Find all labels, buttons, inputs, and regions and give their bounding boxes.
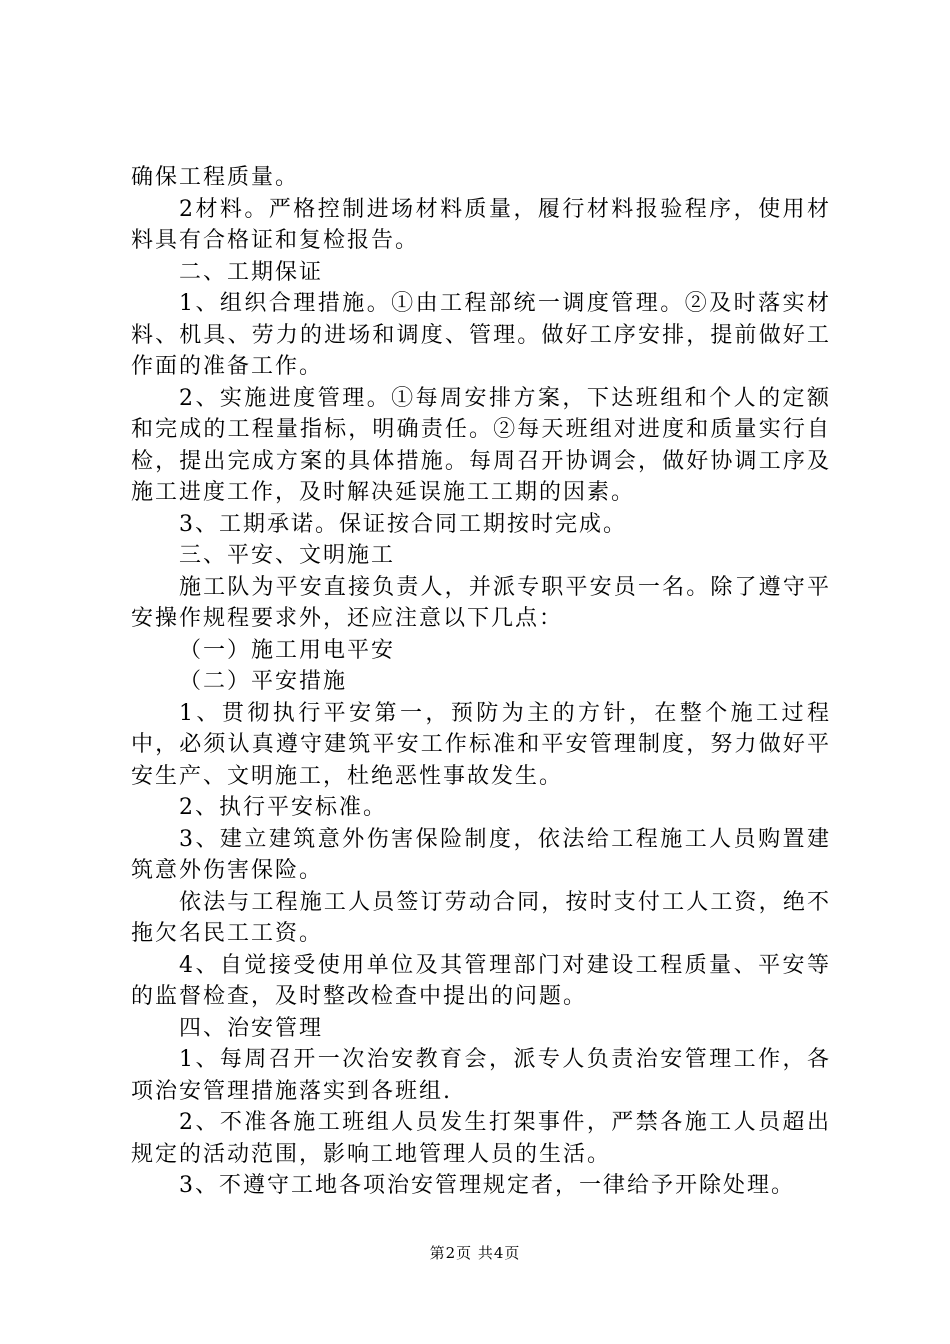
paragraph-schedule-commitment: 3、工期承诺。保证按合同工期按时完成。 bbox=[179, 511, 627, 537]
paragraph-no-fighting: 2、不准各施工班组人员发生打架事件，严禁各施工人员超出规定的活动范围，影响工地管理人员的生活。 bbox=[131, 1110, 831, 1167]
document-body bbox=[131, 162, 831, 1202]
paragraph-safety-standard: 2、执行平安标准。 bbox=[179, 795, 387, 820]
paragraph-continuation: 确保工程质量。 bbox=[131, 165, 300, 190]
section-heading-public-security: 四、治安管理 bbox=[179, 1015, 324, 1041]
page-number-footer: 第2页 共4页 bbox=[429, 1244, 521, 1262]
paragraph-supervision: 4、自觉接受使用单位及其管理部门对建设工程质量、平安等的监督检查，及时整改检查中提出的问题。 bbox=[131, 952, 831, 1009]
paragraph-organization: 1、组织合理措施。①由工程部统一调度管理。②及时落实材料、机具、劳力的进场和调度、管理。做好工序安排，提前做好工作面的准备工作。 bbox=[131, 291, 831, 379]
paragraph-labor-contract: 依法与工程施工人员签订劳动合同，按时支付工人工资，绝不拖欠名民工工资。 bbox=[131, 889, 831, 946]
section-heading-schedule: 二、工期保证 bbox=[179, 259, 324, 285]
paragraph-progress-management: 2、实施进度管理。①每周安排方案，下达班组和个人的定额和完成的工程量指标，明确责任。②每天班组对进度和质量实行自检，提出完成方案的具体措施。每周召开协调会，做好协调工序及施工进度工作，及时解决延误施工工期的因素。 bbox=[131, 385, 831, 505]
paragraph-safety-policy: 1、贯彻执行平安第一，预防为主的方针，在整个施工过程中，必须认真遵守建筑平安工作标准和平安管理制度，努力做好平安生产、文明施工，杜绝恶性事故发生。 bbox=[131, 700, 831, 789]
paragraph-insurance: 3、建立建筑意外伤害保险制度，依法给工程施工人员购置建筑意外伤害保险。 bbox=[131, 826, 831, 883]
paragraph-dismissal: 3、不遵守工地各项治安管理规定者，一律给予开除处理。 bbox=[179, 1173, 795, 1198]
paragraph-safety-intro: 施工队为平安直接负责人，并派专职平安员一名。除了遵守平安操作规程要求外，还应注意以下几点： bbox=[131, 574, 831, 631]
paragraph-materials: 2材料。严格控制进场材料质量，履行材料报验程序，使用材料具有合格证和复检报告。 bbox=[131, 196, 831, 253]
section-heading-safety: 三、平安、文明施工 bbox=[179, 543, 396, 568]
subheading-electrical-safety: （一）施工用电平安 bbox=[179, 637, 396, 663]
subheading-safety-measures: （二）平安措施 bbox=[179, 669, 348, 694]
paragraph-security-meeting: 1、每周召开一次治安教育会，派专人负责治安管理工作，各项治安管理措施落实到各班组. bbox=[131, 1047, 831, 1104]
